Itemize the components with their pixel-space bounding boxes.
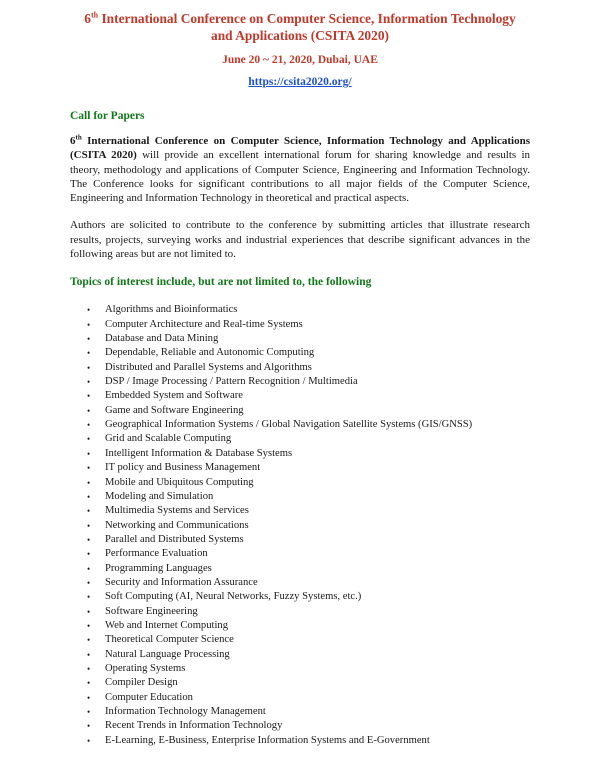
bullet-icon: • bbox=[87, 534, 91, 545]
topic-label: Web and Internet Computing bbox=[105, 619, 229, 631]
bullet-icon: • bbox=[87, 649, 91, 660]
bullet-icon: • bbox=[87, 692, 91, 703]
topic-list-item bbox=[70, 318, 530, 332]
topic-label: Database and Data Mining bbox=[105, 333, 219, 345]
topic-label: Game and Software Engineering bbox=[105, 404, 244, 416]
topic-label: Modeling and Simulation bbox=[105, 490, 214, 502]
bullet-icon: • bbox=[87, 520, 91, 531]
topic-list-item bbox=[70, 734, 530, 748]
bullet-icon: • bbox=[87, 678, 91, 689]
bullet-icon: • bbox=[87, 577, 91, 588]
topic-list-item bbox=[70, 375, 530, 389]
topic-list-item bbox=[70, 590, 530, 604]
topic-list-item bbox=[70, 432, 530, 446]
bullet-icon: • bbox=[87, 606, 91, 617]
bullet-icon: • bbox=[87, 721, 91, 732]
topic-label: Software Engineering bbox=[105, 605, 198, 617]
topic-label: Security and Information Assurance bbox=[105, 576, 258, 588]
title-line-1: International Conference on Computer Science, Information Technology bbox=[98, 11, 516, 26]
topic-label: Theoretical Computer Science bbox=[105, 634, 234, 646]
bullet-icon: • bbox=[87, 549, 91, 560]
topic-label: Operating Systems bbox=[105, 662, 186, 674]
title-ordinal-number: 6 bbox=[84, 11, 91, 26]
topic-list-item bbox=[70, 719, 530, 733]
bullet-icon: • bbox=[87, 420, 91, 431]
topic-list-item bbox=[70, 705, 530, 719]
bullet-icon: • bbox=[87, 434, 91, 445]
bullet-icon: • bbox=[87, 491, 91, 502]
topic-label: Programming Languages bbox=[105, 562, 212, 574]
bullet-icon: • bbox=[87, 405, 91, 416]
bullet-icon: • bbox=[87, 391, 91, 402]
topic-label: Information Technology Management bbox=[105, 706, 266, 717]
bullet-icon: • bbox=[87, 448, 91, 459]
topic-label: Mobile and Ubiquitous Computing bbox=[105, 476, 254, 488]
topic-list-item bbox=[70, 691, 530, 705]
bullet-icon: • bbox=[87, 348, 91, 359]
topic-list-item bbox=[70, 519, 530, 533]
conference-title bbox=[70, 10, 530, 44]
topic-label: E-Learning, E-Business, Enterprise Information Systems and E-Government bbox=[105, 734, 430, 746]
title-ordinal-suffix: th bbox=[90, 10, 99, 20]
topic-list-item bbox=[70, 404, 530, 418]
topic-list-item bbox=[70, 533, 530, 547]
conference-dates-location: June 20 ~ 21, 2020, Dubai, UAE bbox=[222, 54, 378, 66]
topic-label: Natural Language Processing bbox=[105, 648, 230, 660]
topic-label: IT policy and Business Management bbox=[105, 462, 261, 474]
title-line-2: and Applications (CSITA 2020) bbox=[211, 28, 389, 43]
topic-label: Multimedia Systems and Services bbox=[105, 505, 249, 517]
topic-list-item bbox=[70, 504, 530, 518]
topics-heading: Topics of interest include, but are not limited to, the following bbox=[70, 276, 372, 289]
intro-rest-text: will provide an excellent international forum for sharing knowledge and results in theory, methodology and applications of Computer Science, Engineering and Information Technology. The Conference looks for significant contributions to all major fields of the Computer Science, Engineering and Information Technology in theoretical and practical aspects. bbox=[70, 149, 530, 205]
bullet-icon: • bbox=[87, 305, 91, 316]
bullet-icon: • bbox=[87, 635, 91, 646]
conference-url-line bbox=[70, 75, 530, 90]
bullet-icon: • bbox=[87, 334, 91, 345]
topic-list-item bbox=[70, 576, 530, 590]
topic-label: Distributed and Parallel Systems and Algorithms bbox=[105, 361, 312, 373]
topic-list-item bbox=[70, 346, 530, 360]
topic-label: Parallel and Distributed Systems bbox=[105, 533, 244, 545]
topic-list-item bbox=[70, 389, 530, 403]
topic-label: Computer Architecture and Real-time Systems bbox=[105, 318, 303, 330]
topic-label: Networking and Communications bbox=[105, 519, 249, 531]
topic-list-item bbox=[70, 461, 530, 475]
call-for-papers-heading: Call for Papers bbox=[70, 110, 145, 122]
topic-list-item bbox=[70, 547, 530, 561]
intro-ordinal-suffix: th bbox=[75, 133, 82, 142]
bullet-icon: • bbox=[87, 592, 91, 603]
bullet-icon: • bbox=[87, 477, 91, 488]
bullet-icon: • bbox=[87, 707, 91, 717]
topic-label: Compiler Design bbox=[105, 677, 178, 689]
bullet-icon: • bbox=[87, 319, 91, 330]
topic-label: DSP / Image Processing / Pattern Recognition / Multimedia bbox=[105, 376, 358, 388]
intro-ordinal-number: 6 bbox=[70, 135, 76, 147]
topic-label: Dependable, Reliable and Autonomic Computing bbox=[105, 347, 315, 359]
topic-list-item bbox=[70, 303, 530, 317]
authors-paragraph: Authors are solicited to contribute to the conference by submitting articles that illustrate research results, projects, surveying works and industrial experiences that describe significant advances in the following areas but are not limited to. bbox=[70, 219, 530, 261]
topic-list-item bbox=[70, 476, 530, 490]
bullet-icon: • bbox=[87, 563, 91, 574]
topic-label: Performance Evaluation bbox=[105, 548, 208, 560]
bullet-icon: • bbox=[87, 377, 91, 388]
topic-list-item bbox=[70, 648, 530, 662]
topic-list-item bbox=[70, 418, 530, 432]
topic-list-item bbox=[70, 676, 530, 690]
topic-list-item bbox=[70, 662, 530, 676]
intro-bold-text: International Conference on Computer Science, Information Technology and Applications (CSITA 2020) bbox=[70, 135, 530, 162]
topic-label: Grid and Scalable Computing bbox=[105, 433, 232, 445]
topic-list-item bbox=[70, 332, 530, 346]
topic-list-item bbox=[70, 633, 530, 647]
bullet-icon: • bbox=[87, 663, 91, 674]
topic-label: Recent Trends in Information Technology bbox=[105, 720, 283, 732]
bullet-icon: • bbox=[87, 362, 91, 373]
topic-label: Geographical Information Systems / Global Navigation Satellite Systems (GIS/GNSS) bbox=[105, 419, 473, 431]
intro-paragraph bbox=[70, 134, 530, 205]
topic-list-item bbox=[70, 605, 530, 619]
topic-label: Intelligent Information & Database Systems bbox=[105, 447, 293, 459]
topic-label: Embedded System and Software bbox=[105, 390, 243, 402]
bullet-icon: • bbox=[87, 463, 91, 474]
topic-label: Algorithms and Bioinformatics bbox=[105, 304, 238, 316]
topic-list-item bbox=[70, 447, 530, 461]
bullet-icon: • bbox=[87, 735, 91, 746]
topic-label: Soft Computing (AI, Neural Networks, Fuzzy Systems, etc.) bbox=[105, 591, 362, 603]
topic-list-item bbox=[70, 490, 530, 504]
bullet-icon: • bbox=[87, 506, 91, 517]
bullet-icon: • bbox=[87, 620, 91, 631]
topic-list-item bbox=[70, 619, 530, 633]
topic-list-item bbox=[70, 562, 530, 576]
topic-label: Computer Education bbox=[105, 691, 193, 703]
topics-list bbox=[70, 303, 530, 748]
topic-list-item bbox=[70, 361, 530, 375]
conference-url-link[interactable]: https://csita2020.org/ bbox=[248, 76, 352, 88]
